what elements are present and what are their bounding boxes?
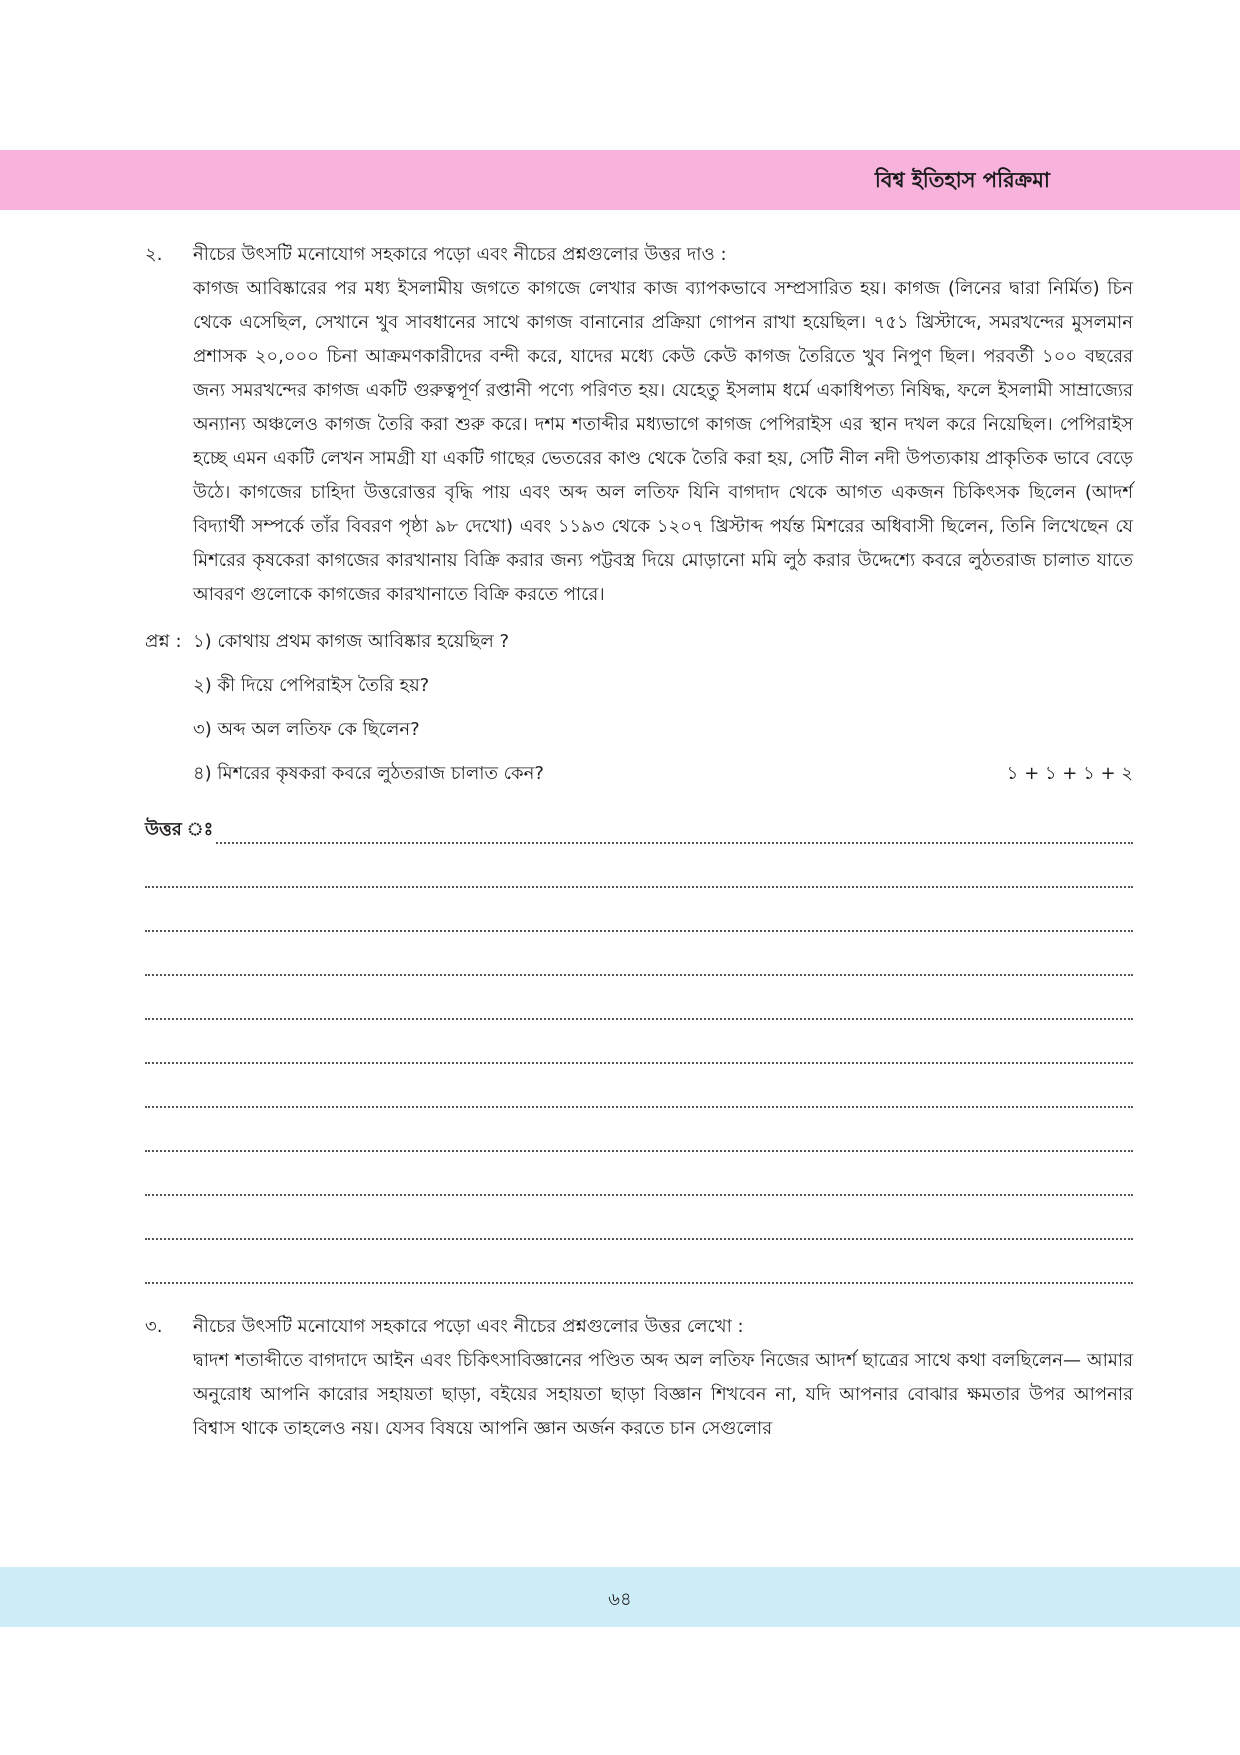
page-content: [145, 238, 1133, 1446]
answer-line[interactable]: [145, 976, 1133, 1020]
answer-line[interactable]: [145, 932, 1133, 976]
subquestion-2-row: [193, 664, 1133, 708]
answer-line[interactable]: [145, 800, 1133, 844]
question-2-instruction: নীচের উৎসটি মনোযোগ সহকারে পড়ো এবং নীচের প্রশ্নগুলোর উত্তর দাও :: [193, 244, 727, 265]
footer-band: [0, 1567, 1240, 1627]
header-band: [0, 150, 1240, 210]
subquestion-1: ১) কোথায় প্রথম কাগজ আবিষ্কার হয়েছিল ?: [193, 631, 510, 652]
book-title: বিশ্ব ইতিহাস পরিক্রমা: [874, 168, 1050, 192]
question-2-subquestions: [145, 620, 1133, 796]
question-3-passage: দ্বাদশ শতাব্দীতে বাগদাদে আইন এবং চিকিৎসাবিজ্ঞানের পণ্ডিত অব্দ অল লতিফ নিজের আদর্শ ছাত্রের সাথে কথা বলছিলেন— আমার অনুরোধ আপনি কারোর সহায়তা ছাড়া, বইয়ের সহায়তা ছাড়া বিজ্ঞান শিখবেন না, যদি আপনার বোঝার ক্ষমতার উপর আপনার বিশ্বাস থাকে তাহলেও নয়। যেসব বিষয়ে আপনি জ্ঞান অর্জন করতে চান সেগুলোর: [193, 1350, 1133, 1439]
answer-area[interactable]: [145, 800, 1133, 1284]
questions-label: প্রশ্ন :: [145, 631, 182, 652]
subquestion-4: ৪) মিশরের কৃষকরা কবরে লুঠতরাজ চালাত কেন?: [193, 763, 544, 784]
subquestion-3-row: [193, 708, 1133, 752]
answer-line[interactable]: [145, 844, 1133, 888]
question-2-number: ২.: [145, 244, 163, 265]
answer-line[interactable]: [145, 1064, 1133, 1108]
answer-line[interactable]: [145, 888, 1133, 932]
subquestion-4-row: [193, 752, 1133, 796]
question-2-heading: [145, 238, 1133, 272]
subquestion-2: ২) কী দিয়ে পেপিরাইস তৈরি হয়?: [193, 675, 430, 696]
page-number: ৬৪: [608, 1589, 632, 1610]
answer-line[interactable]: [145, 1240, 1133, 1284]
question-3-heading: [145, 1310, 1133, 1344]
question-3-instruction: নীচের উৎসটি মনোযোগ সহকারে পড়ো এবং নীচের প্রশ্নগুলোর উত্তর লেখো :: [193, 1316, 744, 1337]
answer-label: উত্তর ঃ: [145, 815, 215, 846]
subquestion-1-row: [145, 620, 1133, 664]
question-3-number: ৩.: [145, 1316, 163, 1337]
marks-distribution: ১ + ১ + ১ + ২: [1006, 763, 1133, 784]
subquestion-3: ৩) অব্দ অল লতিফ কে ছিলেন?: [193, 719, 420, 740]
answer-line[interactable]: [145, 1020, 1133, 1064]
answer-line[interactable]: [145, 1196, 1133, 1240]
question-2-passage: কাগজ আবিষ্কারের পর মধ্য ইসলামীয় জগতে কাগজে লেখার কাজ ব্যাপকভাবে সম্প্রসারিত হয়। কাগজ (লিনের দ্বারা নির্মিত) চিন থেকে এসেছিল, সেখানে খুব সাবধানের সাথে কাগজ বানানোর প্রক্রিয়া গোপন রাখা হয়েছিল। ৭৫১ খ্রিস্টাব্দে, সমরখন্দের মুসলমান প্রশাসক ২০,০০০ চিনা আক্রমণকারীদের বন্দী করে, যাদের মধ্যে কেউ কেউ কাগজ তৈরিতে খুব নিপুণ ছিল। পরবর্তী ১০০ বছরের জন্য সমরখন্দের কাগজ একটি গুরুত্বপূর্ণ রপ্তানী পণ্যে পরিণত হয়। যেহেতু ইসলাম ধর্মে একাধিপত্য নিষিদ্ধ, ফলে ইসলামী সাম্রাজ্যের অন্যান্য অঞ্চলেও কাগজ তৈরি করা শুরু করে। দশম শতাব্দীর মধ্যভাগে কাগজ পেপিরাইস এর স্থান দখল করে নিয়েছিল। পেপিরাইস হচ্ছে এমন একটি লেখন সামগ্রী যা একটি গাছের ভেতরের কাণ্ড থেকে তৈরি করা হয়, সেটি নীল নদী উপত্যকায় প্রাকৃতিক ভাবে বেড়ে উঠে। কাগজের চাহিদা উত্তরোত্তর বৃদ্ধি পায় এবং অব্দ অল লতিফ যিনি বাগদাদ থেকে আগত একজন চিকিৎসক ছিলেন (আদর্শ বিদ্যার্থী সম্পর্কে তাঁর বিবরণ পৃষ্ঠা ৯৮ দেখো) এবং ১১৯৩ থেকে ১২০৭ খ্রিস্টাব্দ পর্যন্ত মিশরের অধিবাসী ছিলেন, তিনি লিখেছেন যে মিশরের কৃষকেরা কাগজের কারখানায় বিক্রি করার জন্য পট্টবস্ত্র দিয়ে মোড়ানো মমি লুঠ করার উদ্দেশ্যে কবরে লুঠতরাজ চালাত যাতে আবরণ গুলোকে কাগজের কারখানাতে বিক্রি করতে পারে।: [193, 278, 1133, 605]
answer-line[interactable]: [145, 1108, 1133, 1152]
answer-line[interactable]: [145, 1152, 1133, 1196]
question-3: [145, 1310, 1133, 1446]
